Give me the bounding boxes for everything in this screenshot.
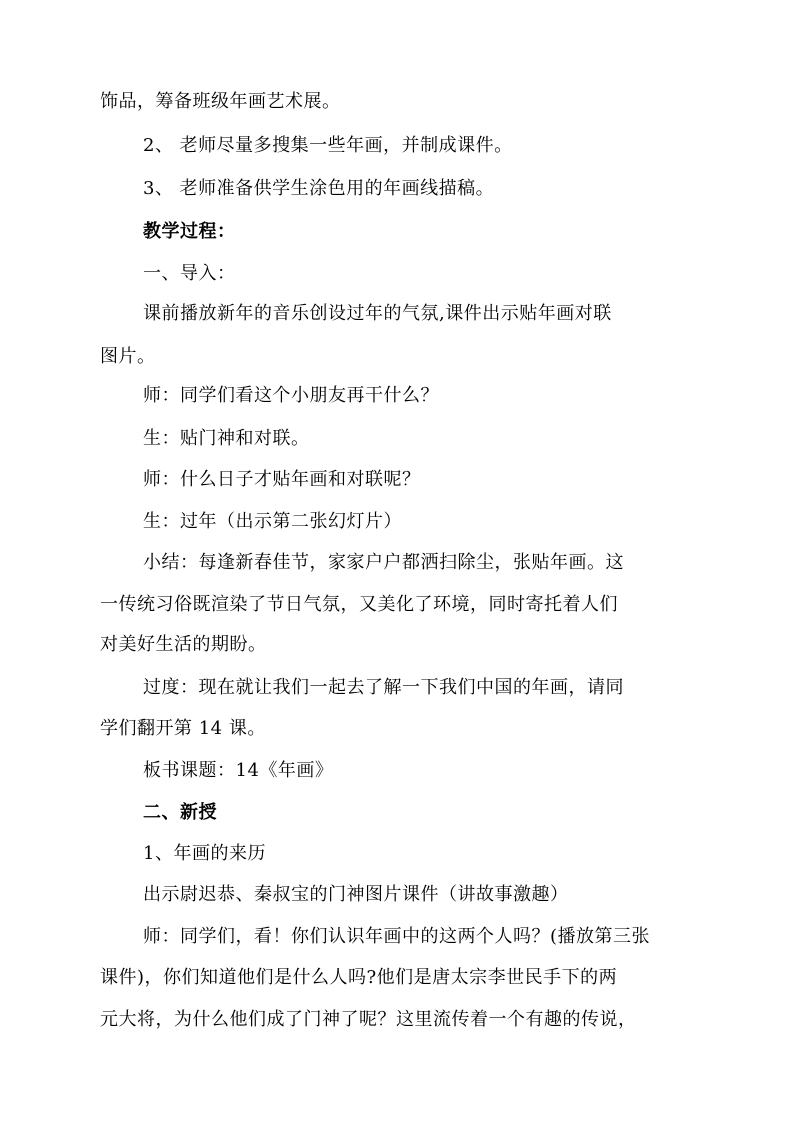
- paragraph-line: 小结：每逢新春佳节，家家户户都洒扫除尘，张贴年画。这: [143, 552, 624, 573]
- paragraph-line: 课前播放新年的音乐创设过年的气氛,课件出示贴年画对联: [143, 303, 612, 324]
- paragraph-line: 一传统习俗既渲染了节日气氛，又美化了环境，同时寄托着人们: [100, 594, 618, 615]
- paragraph-line: 出示尉迟恭、秦叔宝的门神图片课件（讲故事激趣）: [143, 884, 569, 905]
- paragraph-line: 饰品，筹备班级年画艺术展。: [100, 91, 341, 112]
- section-heading: 一、导入：: [143, 263, 236, 284]
- dialogue-line: 生：贴门神和对联。: [143, 428, 310, 449]
- dialogue-line: 师：同学们看这个小朋友再干什么？: [143, 385, 439, 406]
- list-item: 2、 老师尽量多搜集一些年画，并制成课件。: [143, 135, 513, 156]
- paragraph-line: 元大将，为什么他们成了门神了呢？这里流传着一个有趣的传说，: [100, 1009, 637, 1030]
- paragraph-line: 课件)，你们知道他们是什么人吗?他们是唐太宗李世民手下的两: [100, 967, 618, 988]
- list-item: 3、 老师准备供学生涂色用的年画线描稿。: [143, 178, 495, 199]
- paragraph-line: 板书课题：14《年画》: [143, 760, 334, 781]
- paragraph-line: 对美好生活的期盼。: [100, 634, 267, 655]
- section-heading: 二、新授: [143, 802, 217, 823]
- paragraph-line: 图片。: [100, 346, 156, 367]
- paragraph-line: 过度：现在就让我们一起去了解一下我们中国的年画，请同: [143, 677, 624, 698]
- section-heading: 教学过程：: [143, 221, 236, 242]
- dialogue-line: 师：同学们，看！你们认识年画中的这两个人吗？(播放第三张: [143, 926, 651, 947]
- dialogue-line: 生：过年（出示第二张幻灯片）: [143, 511, 402, 532]
- dialogue-line: 师：什么日子才贴年画和对联呢？: [143, 469, 421, 490]
- paragraph-line: 学们翻开第 14 课。: [100, 718, 266, 739]
- subsection-heading: 1、年画的来历: [143, 843, 266, 864]
